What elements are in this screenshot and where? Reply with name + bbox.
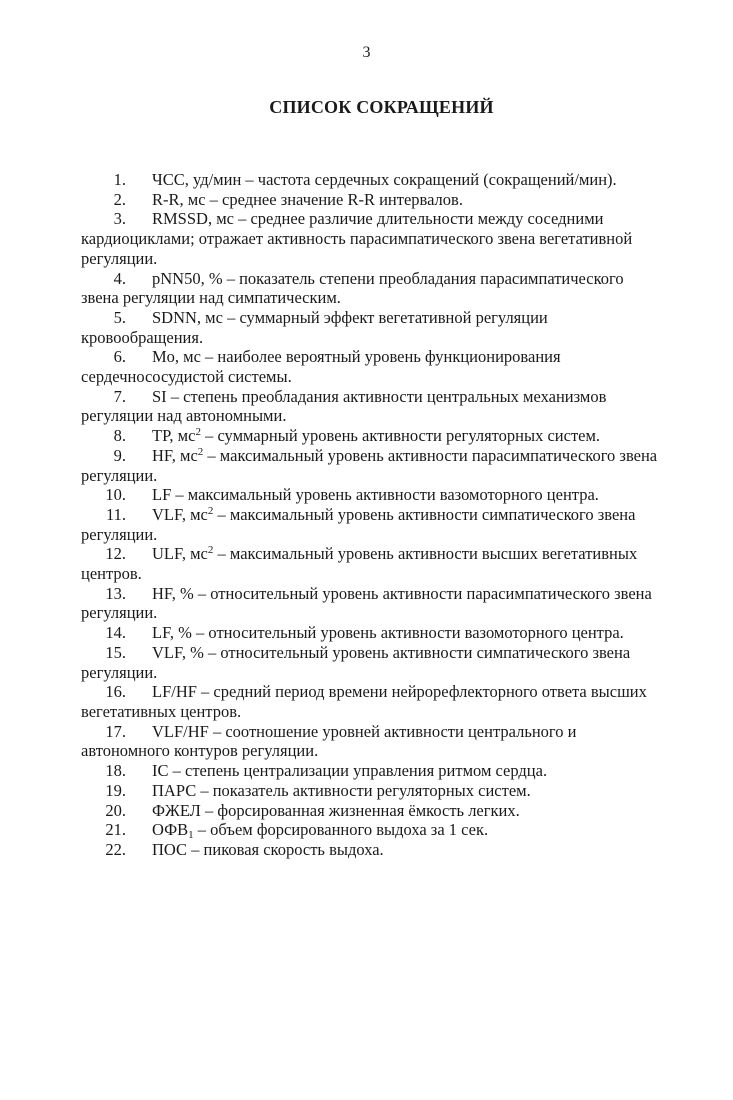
list-item-text: LF, % – относительный уровень активности вазомоторного центра. <box>152 623 624 643</box>
list-item <box>81 347 690 387</box>
list-item-first-line <box>105 642 690 663</box>
list-item-first-line <box>105 682 690 702</box>
abbreviation-list <box>81 170 690 860</box>
list-item-number: 21. <box>105 820 126 840</box>
list-item-number: 14. <box>105 623 126 643</box>
list-item-definition: – объем форсированного выдоха за 1 сек. <box>193 820 489 840</box>
list-item-number: 2. <box>113 189 126 209</box>
list-item-continuation: центров. <box>81 564 142 584</box>
list-item-number: 1. <box>113 170 126 189</box>
list-item-term: TP, мс <box>152 426 196 446</box>
list-item-text: ПАРС – показатель активности регуляторных систем. <box>152 780 531 800</box>
list-item-first-line <box>108 170 690 190</box>
list-item <box>81 209 690 268</box>
list-item-number: 20. <box>105 800 126 820</box>
superscript: 2 <box>195 426 201 439</box>
list-item-first-line <box>105 544 690 564</box>
list-item-term: HF, мс <box>152 445 198 465</box>
list-item-first-line <box>105 761 690 781</box>
list-item <box>105 485 690 505</box>
list-item-number: 22. <box>105 839 126 859</box>
list-item <box>108 426 690 446</box>
list-item <box>105 839 690 860</box>
list-item-first-line <box>105 504 690 525</box>
list-item-first-line <box>108 387 690 407</box>
list-item <box>81 307 690 347</box>
list-item-text: IC – степень централизации управления ритмом сердца. <box>152 761 548 781</box>
list-item-continuation: регуляции. <box>81 248 158 268</box>
list-item-number: 6. <box>113 347 126 367</box>
list-item <box>108 190 690 210</box>
list-item <box>105 780 690 801</box>
list-item <box>81 445 690 485</box>
list-item-text: Mo, мс – наиболее вероятный уровень функционирования <box>152 347 561 367</box>
list-item <box>81 504 690 544</box>
list-item <box>105 761 690 781</box>
list-item <box>81 544 690 584</box>
list-item <box>81 721 690 761</box>
list-item-number: 17. <box>105 721 126 741</box>
list-item <box>108 170 690 190</box>
list-item-first-line <box>105 839 690 860</box>
page-title: СПИСОК СОКРАЩЕНИЙ <box>269 97 494 117</box>
superscript: 2 <box>207 504 214 517</box>
list-item-continuation: сердечнососудистой системы. <box>81 367 292 387</box>
list-item <box>105 623 690 643</box>
list-item-definition: – максимальный уровень активности симпатического звена <box>213 504 636 524</box>
list-item-continuation: регуляции. <box>81 603 158 623</box>
list-item-text: VLF/HF – соотношение уровней активности центрального и <box>152 721 577 741</box>
list-item-definition: – суммарный уровень активности регуляторных систем. <box>200 426 601 446</box>
list-item-number: 4. <box>113 268 126 288</box>
list-item-continuation: автономного контуров регуляции. <box>81 741 319 761</box>
list-item-continuation: звена регуляции над симпатическим. <box>81 288 341 308</box>
list-item-number: 16. <box>105 682 126 702</box>
list-item-number: 18. <box>105 761 126 781</box>
list-item-first-line <box>108 347 690 367</box>
list-item <box>81 268 690 308</box>
list-item-first-line <box>105 800 690 821</box>
subscript: 1 <box>188 829 194 842</box>
list-item-text: R-R, мс – среднее значение R-R интервалов. <box>152 189 463 209</box>
list-item-number: 15. <box>105 642 126 662</box>
list-item-text: ЧСС, уд/мин – частота сердечных сокращений (сокращений/мин). <box>152 170 617 189</box>
list-item-first-line <box>105 721 690 742</box>
list-item-text: SI – степень преобладания активности центральных механизмов <box>152 386 607 406</box>
superscript: 2 <box>197 445 204 458</box>
list-item-continuation: регуляции. <box>81 465 158 485</box>
list-item-number: 9. <box>113 445 126 465</box>
list-item-number: 3. <box>113 209 126 229</box>
list-item-definition: – максимальный уровень активности парасимпатического звена <box>203 445 658 465</box>
list-item-text: pNN50, % – показатель степени преобладания парасимпатического <box>152 268 624 288</box>
list-item-first-line <box>108 308 690 328</box>
list-item-first-line <box>105 485 690 505</box>
list-item-number: 12. <box>105 544 126 564</box>
list-item-continuation: вегетативных центров. <box>81 701 242 721</box>
list-item-first-line <box>108 446 690 466</box>
list-item-first-line <box>108 190 690 210</box>
list-item-text: LF – максимальный уровень активности вазомоторного центра. <box>152 485 599 505</box>
list-item-number: 7. <box>113 386 126 406</box>
list-item-first-line <box>105 583 690 604</box>
list-item-first-line <box>105 780 690 801</box>
list-item <box>81 583 690 623</box>
list-item-first-line <box>105 820 690 842</box>
list-item-text: HF, % – относительный уровень активности парасимпатического звена <box>152 583 652 603</box>
list-item-number: 19. <box>105 780 126 800</box>
list-item <box>105 800 690 821</box>
list-item-number: 8. <box>113 426 126 446</box>
list-item-first-line <box>105 623 690 643</box>
list-item-continuation: кардиоциклами; отражает активность парасимпатического звена вегетативной <box>81 229 633 249</box>
list-item-text: ПОС – пиковая скорость выдоха. <box>152 839 384 859</box>
superscript: 2 <box>207 544 214 557</box>
page-number: 3 <box>362 44 371 61</box>
list-item <box>81 642 690 682</box>
list-item-term: ULF, мс <box>152 544 208 564</box>
list-item-number: 11. <box>105 504 126 524</box>
list-item-text: SDNN, мс – суммарный эффект вегетативной регуляции <box>152 307 548 327</box>
list-item-term: ОФВ <box>152 820 189 840</box>
list-item <box>81 682 690 721</box>
list-item <box>105 820 690 842</box>
list-item-text: ФЖЕЛ – форсированная жизненная ёмкость легких. <box>152 800 520 820</box>
list-item-number: 10. <box>105 485 126 505</box>
list-item-continuation: регуляции. <box>81 524 158 544</box>
list-item <box>81 386 690 426</box>
list-item-continuation: кровообращения. <box>81 327 204 347</box>
list-item-number: 13. <box>105 583 126 603</box>
list-item-text: LF/HF – средний период времени нейрорефлекторного ответа высших <box>152 682 647 702</box>
list-item-continuation: регуляции. <box>81 662 158 682</box>
list-item-continuation: регуляции над автономными. <box>81 406 287 426</box>
list-item-first-line <box>108 209 690 229</box>
list-item-text: RMSSD, мс – среднее различие длительности между соседними <box>152 209 604 229</box>
list-item-first-line <box>108 426 690 446</box>
list-item-term: VLF, мс <box>152 504 208 524</box>
list-item-definition: – максимальный уровень активности высших вегетативных <box>213 544 638 564</box>
list-item-text: VLF, % – относительный уровень активности симпатического звена <box>152 642 631 662</box>
list-item-number: 5. <box>113 307 126 327</box>
list-item-first-line <box>108 269 690 289</box>
